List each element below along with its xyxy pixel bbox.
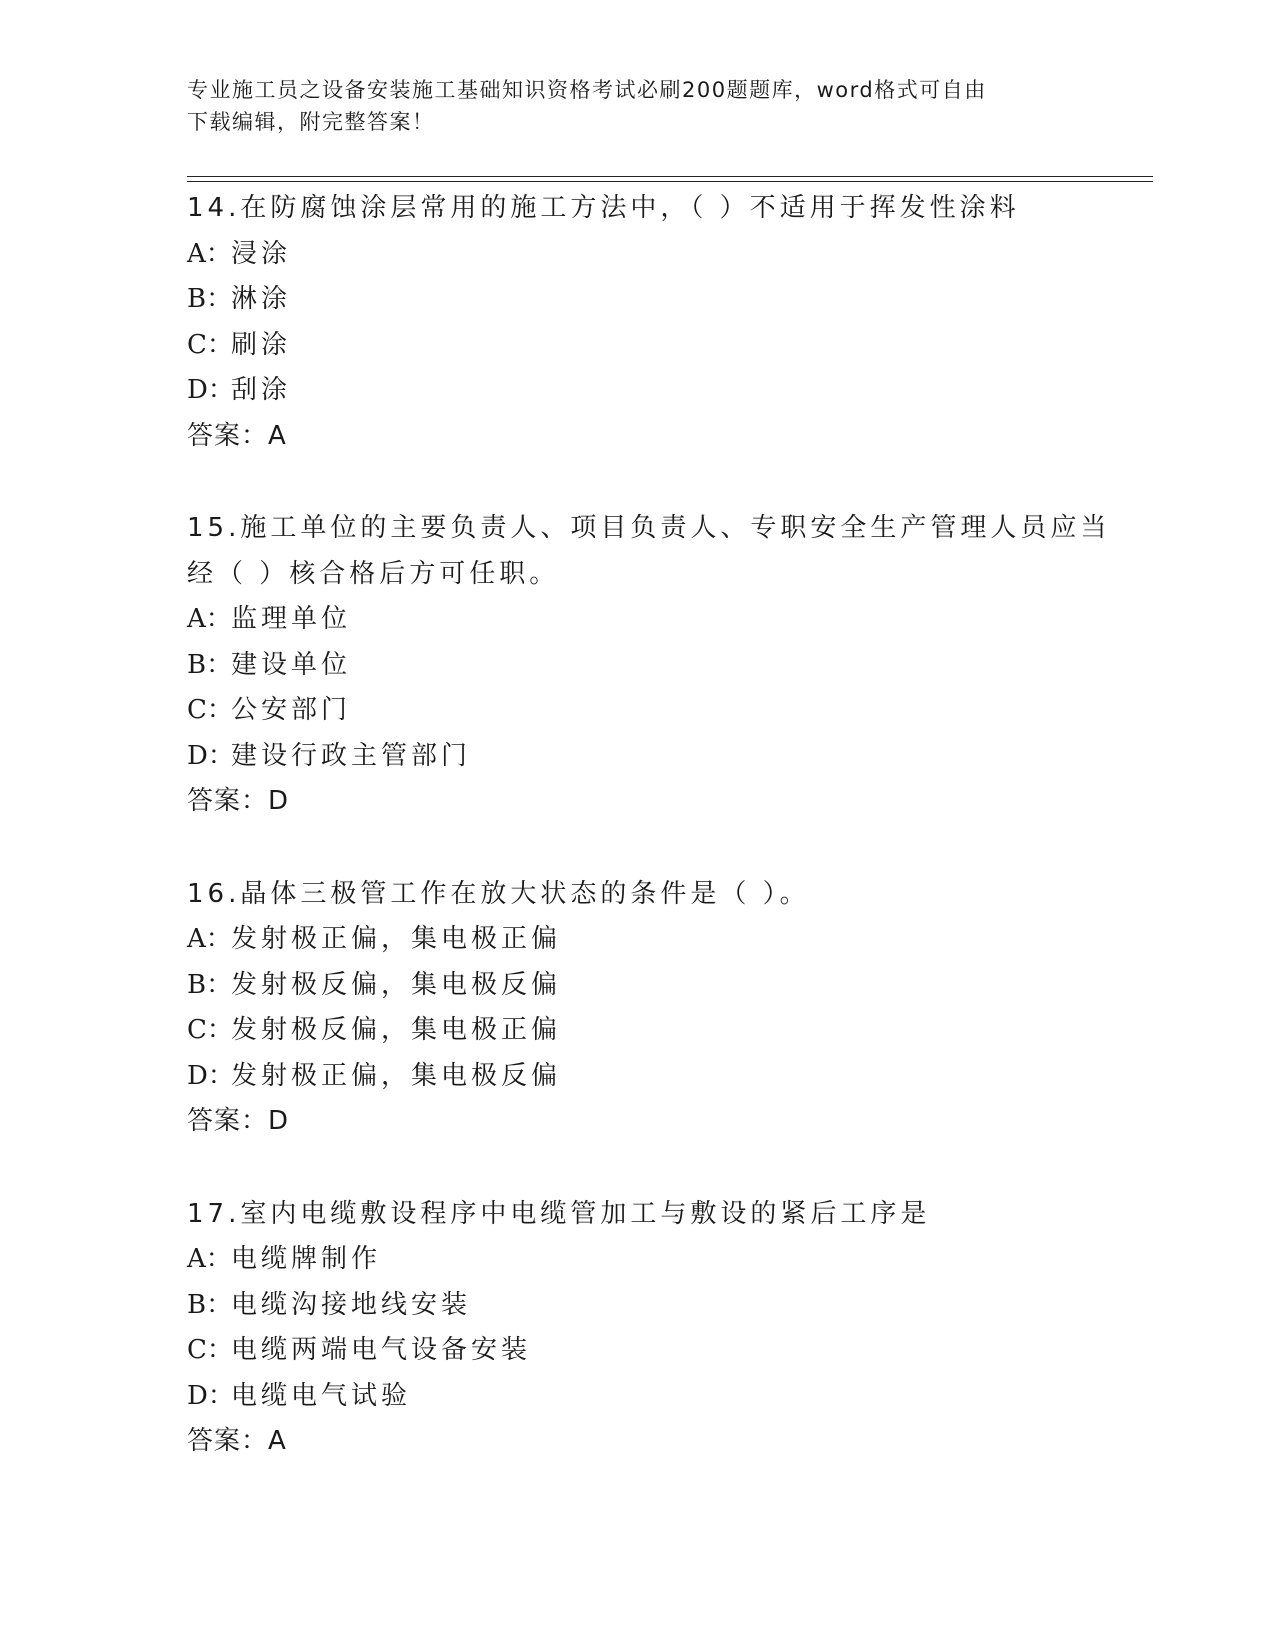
option-letter: D：	[187, 375, 234, 405]
option-text: 电缆牌制作	[231, 1244, 382, 1274]
question-block	[187, 506, 1137, 825]
option-text: 电缆两端电气设备安装	[231, 1335, 532, 1365]
option-letter: C：	[187, 1015, 233, 1045]
option-letter: B：	[187, 284, 233, 314]
option-text: 发射极正偏，集电极正偏	[231, 924, 562, 954]
question-stem: 14.在防腐蚀涂层常用的施工方法中，（ ）不适用于挥发性涂料	[187, 193, 1020, 223]
option-text: 淋涂	[231, 284, 292, 314]
option-letter: A：	[187, 924, 232, 954]
answer-option	[187, 734, 1137, 780]
question-stem: 15.施工单位的主要负责人、项目负责人、专职安全生产管理人员应当	[187, 513, 1111, 543]
option-text: 发射极反偏，集电极正偏	[231, 1015, 562, 1045]
option-text: 刮涂	[231, 375, 292, 405]
option-text: 发射极反偏，集电极反偏	[231, 969, 562, 1000]
answer-key: 答案：D	[187, 786, 290, 816]
header-divider-bottom	[187, 181, 1153, 182]
answer-option	[187, 1237, 1137, 1283]
header-line-1: 专业施工员之设备安装施工基础知识资格考试必刷200题题库，word格式可自由	[187, 78, 987, 102]
option-letter: B：	[187, 969, 233, 1000]
question-spacer	[187, 825, 1137, 872]
answer-key: 答案：D	[187, 1106, 290, 1136]
option-letter: A：	[187, 604, 232, 634]
option-text: 浸涂	[231, 238, 292, 269]
answer-option	[187, 688, 1137, 734]
answer-option	[187, 597, 1137, 643]
question-stem: 16.晶体三极管工作在放大状态的条件是（ ）。	[187, 878, 810, 909]
option-letter: D：	[187, 1060, 234, 1091]
question-stem: 经（ ）核合格后方可任职。	[187, 558, 560, 589]
option-letter: D：	[187, 740, 234, 771]
question-list	[187, 186, 1137, 1465]
answer-option	[187, 963, 1137, 1009]
question-block	[187, 186, 1137, 459]
answer-option	[187, 1374, 1137, 1420]
option-letter: D：	[187, 1380, 234, 1411]
question-spacer	[187, 459, 1137, 506]
option-text: 监理单位	[231, 604, 352, 634]
answer-key: 答案：A	[187, 420, 287, 451]
option-text: 建设行政主管部门	[231, 740, 472, 771]
document-header	[187, 74, 1067, 138]
option-letter: A：	[187, 238, 232, 269]
answer-key: 答案：A	[187, 1426, 287, 1456]
option-text: 刷涂	[231, 329, 292, 360]
option-letter: A：	[187, 1244, 232, 1274]
answer-option	[187, 323, 1137, 369]
question-block	[187, 872, 1137, 1145]
answer-option	[187, 232, 1137, 278]
option-text: 电缆沟接地线安装	[231, 1289, 472, 1320]
answer-option	[187, 643, 1137, 689]
option-text: 公安部门	[231, 695, 352, 725]
option-text: 发射极正偏，集电极反偏	[231, 1060, 562, 1091]
answer-option	[187, 277, 1137, 323]
option-letter: B：	[187, 649, 233, 680]
option-letter: C：	[187, 329, 233, 360]
question-spacer	[187, 1145, 1137, 1192]
answer-option	[187, 917, 1137, 963]
answer-option	[187, 1054, 1137, 1100]
option-letter: C：	[187, 1335, 233, 1365]
header-line-2: 下载编辑，附完整答案！	[187, 110, 435, 134]
answer-option	[187, 1283, 1137, 1329]
option-letter: C：	[187, 695, 233, 725]
option-text: 电缆电气试验	[231, 1380, 412, 1411]
answer-option	[187, 368, 1137, 414]
answer-option	[187, 1328, 1137, 1374]
option-letter: B：	[187, 1289, 233, 1320]
header-divider-top	[187, 176, 1153, 177]
option-text: 建设单位	[231, 649, 352, 680]
question-block	[187, 1192, 1137, 1465]
answer-option	[187, 1008, 1137, 1054]
question-stem: 17.室内电缆敷设程序中电缆管加工与敷设的紧后工序是	[187, 1198, 931, 1229]
